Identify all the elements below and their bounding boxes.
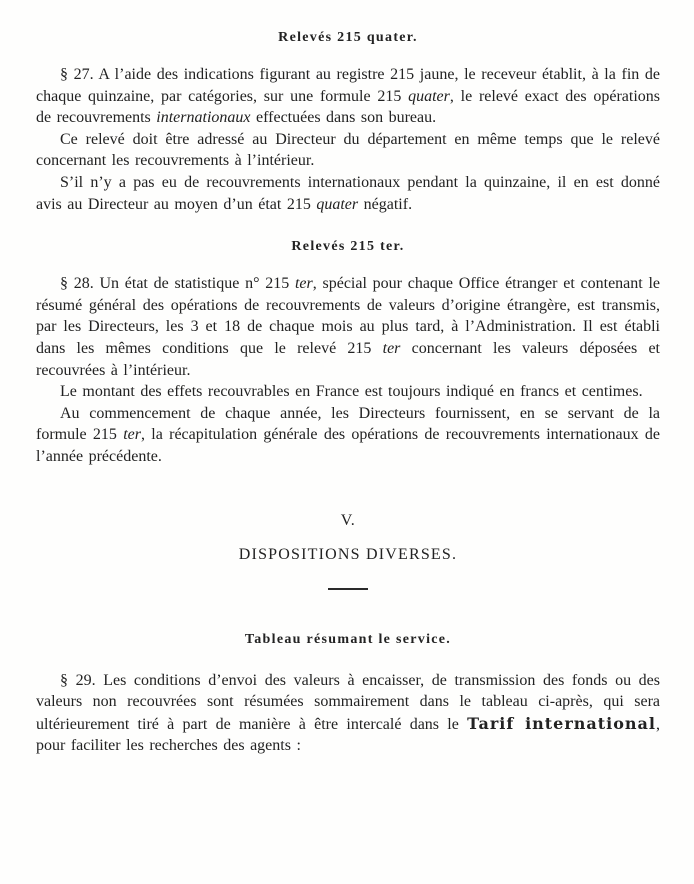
chapter-title-dispositions-diverses: DISPOSITIONS DIVERSES. [238, 545, 458, 563]
text-run: , spécial pour chaque Office étranger et contenant le résumé général des opérations de recouvrements de valeurs d’origine étrangère, est transmis, par les Directeurs, les 3 et 18 de chaque mois au plus tard, à l’Administration. Il est établi dans les mêmes conditions que le relevé 215 [36, 275, 660, 357]
text-run-italic: internationaux [156, 109, 251, 127]
text-run: Au commencement de chaque année, les Directeurs fournissent, en se servant de la formule 215 [36, 404, 660, 444]
text-run-bold: Tarif international [467, 713, 657, 733]
text-run: § 27. A l’aide des indications figurant au registre 215 jaune, le receveur établit, à la fin de chaque quinzaine, par catégories, sur une formule 215 [36, 66, 660, 105]
paragraph-le-montant [36, 381, 660, 403]
section-heading-releves-quater: Relevés 215 quater. [278, 30, 418, 45]
section-divider-rule [328, 588, 368, 590]
text-run: négatif. [358, 195, 413, 213]
paragraph-sil-ny-a-pas [36, 172, 660, 215]
text-run: , le relevé exact des opérations de recouvrements [36, 87, 660, 127]
text-run: Le montant des effets recouvrables en France est toujours indiqué en francs et centimes. [60, 383, 643, 401]
text-run-italic: quater [408, 87, 450, 105]
text-run: , la récapitulation générale des opérations de recouvrements internationaux de l’année précédente. [36, 426, 660, 465]
text-run: S’il n’y a pas eu de recouvrements internationaux pendant la quinzaine, il en est donné avis au Directeur au moyen d’un état 215 [36, 173, 660, 213]
text-run-italic: ter [382, 339, 401, 357]
paragraph-s29 [36, 670, 660, 757]
chapter-numeral: V. [340, 511, 356, 529]
text-run: § 28. Un état de statistique n° 215 [60, 275, 295, 293]
paragraph-s28 [36, 273, 660, 381]
text-run-italic: quater [316, 195, 359, 213]
text-run-italic: ter [294, 275, 313, 293]
text-run-italic: ter [123, 426, 141, 444]
text-run: effectuées dans son bureau. [250, 109, 437, 127]
section-heading-releves-ter: Relevés 215 ter. [291, 239, 405, 255]
text-run: concernant les valeurs déposées et recouvrées à l’intérieur. [36, 339, 660, 379]
paragraph-s27 [36, 64, 660, 129]
text-run: Ce relevé doit être adressé au Directeur du département en même temps que le relevé concernant les recouvrements à l’intérieur. [36, 130, 660, 170]
paragraph-ce-releve [36, 129, 660, 172]
text-run: , pour faciliter les recherches des agents : [36, 715, 661, 755]
text-run: § 29. Les conditions d’envoi des valeurs à encaisser, de transmission des fonds ou des valeurs non recouvrées sont résumées sommairement dans le tableau ci-après, qui sera ultérieurement tiré à part de manière à être intercalé dans le [36, 671, 660, 733]
section-heading-tableau: Tableau résumant le service. [244, 631, 452, 647]
paragraph-au-commencement [36, 403, 660, 468]
